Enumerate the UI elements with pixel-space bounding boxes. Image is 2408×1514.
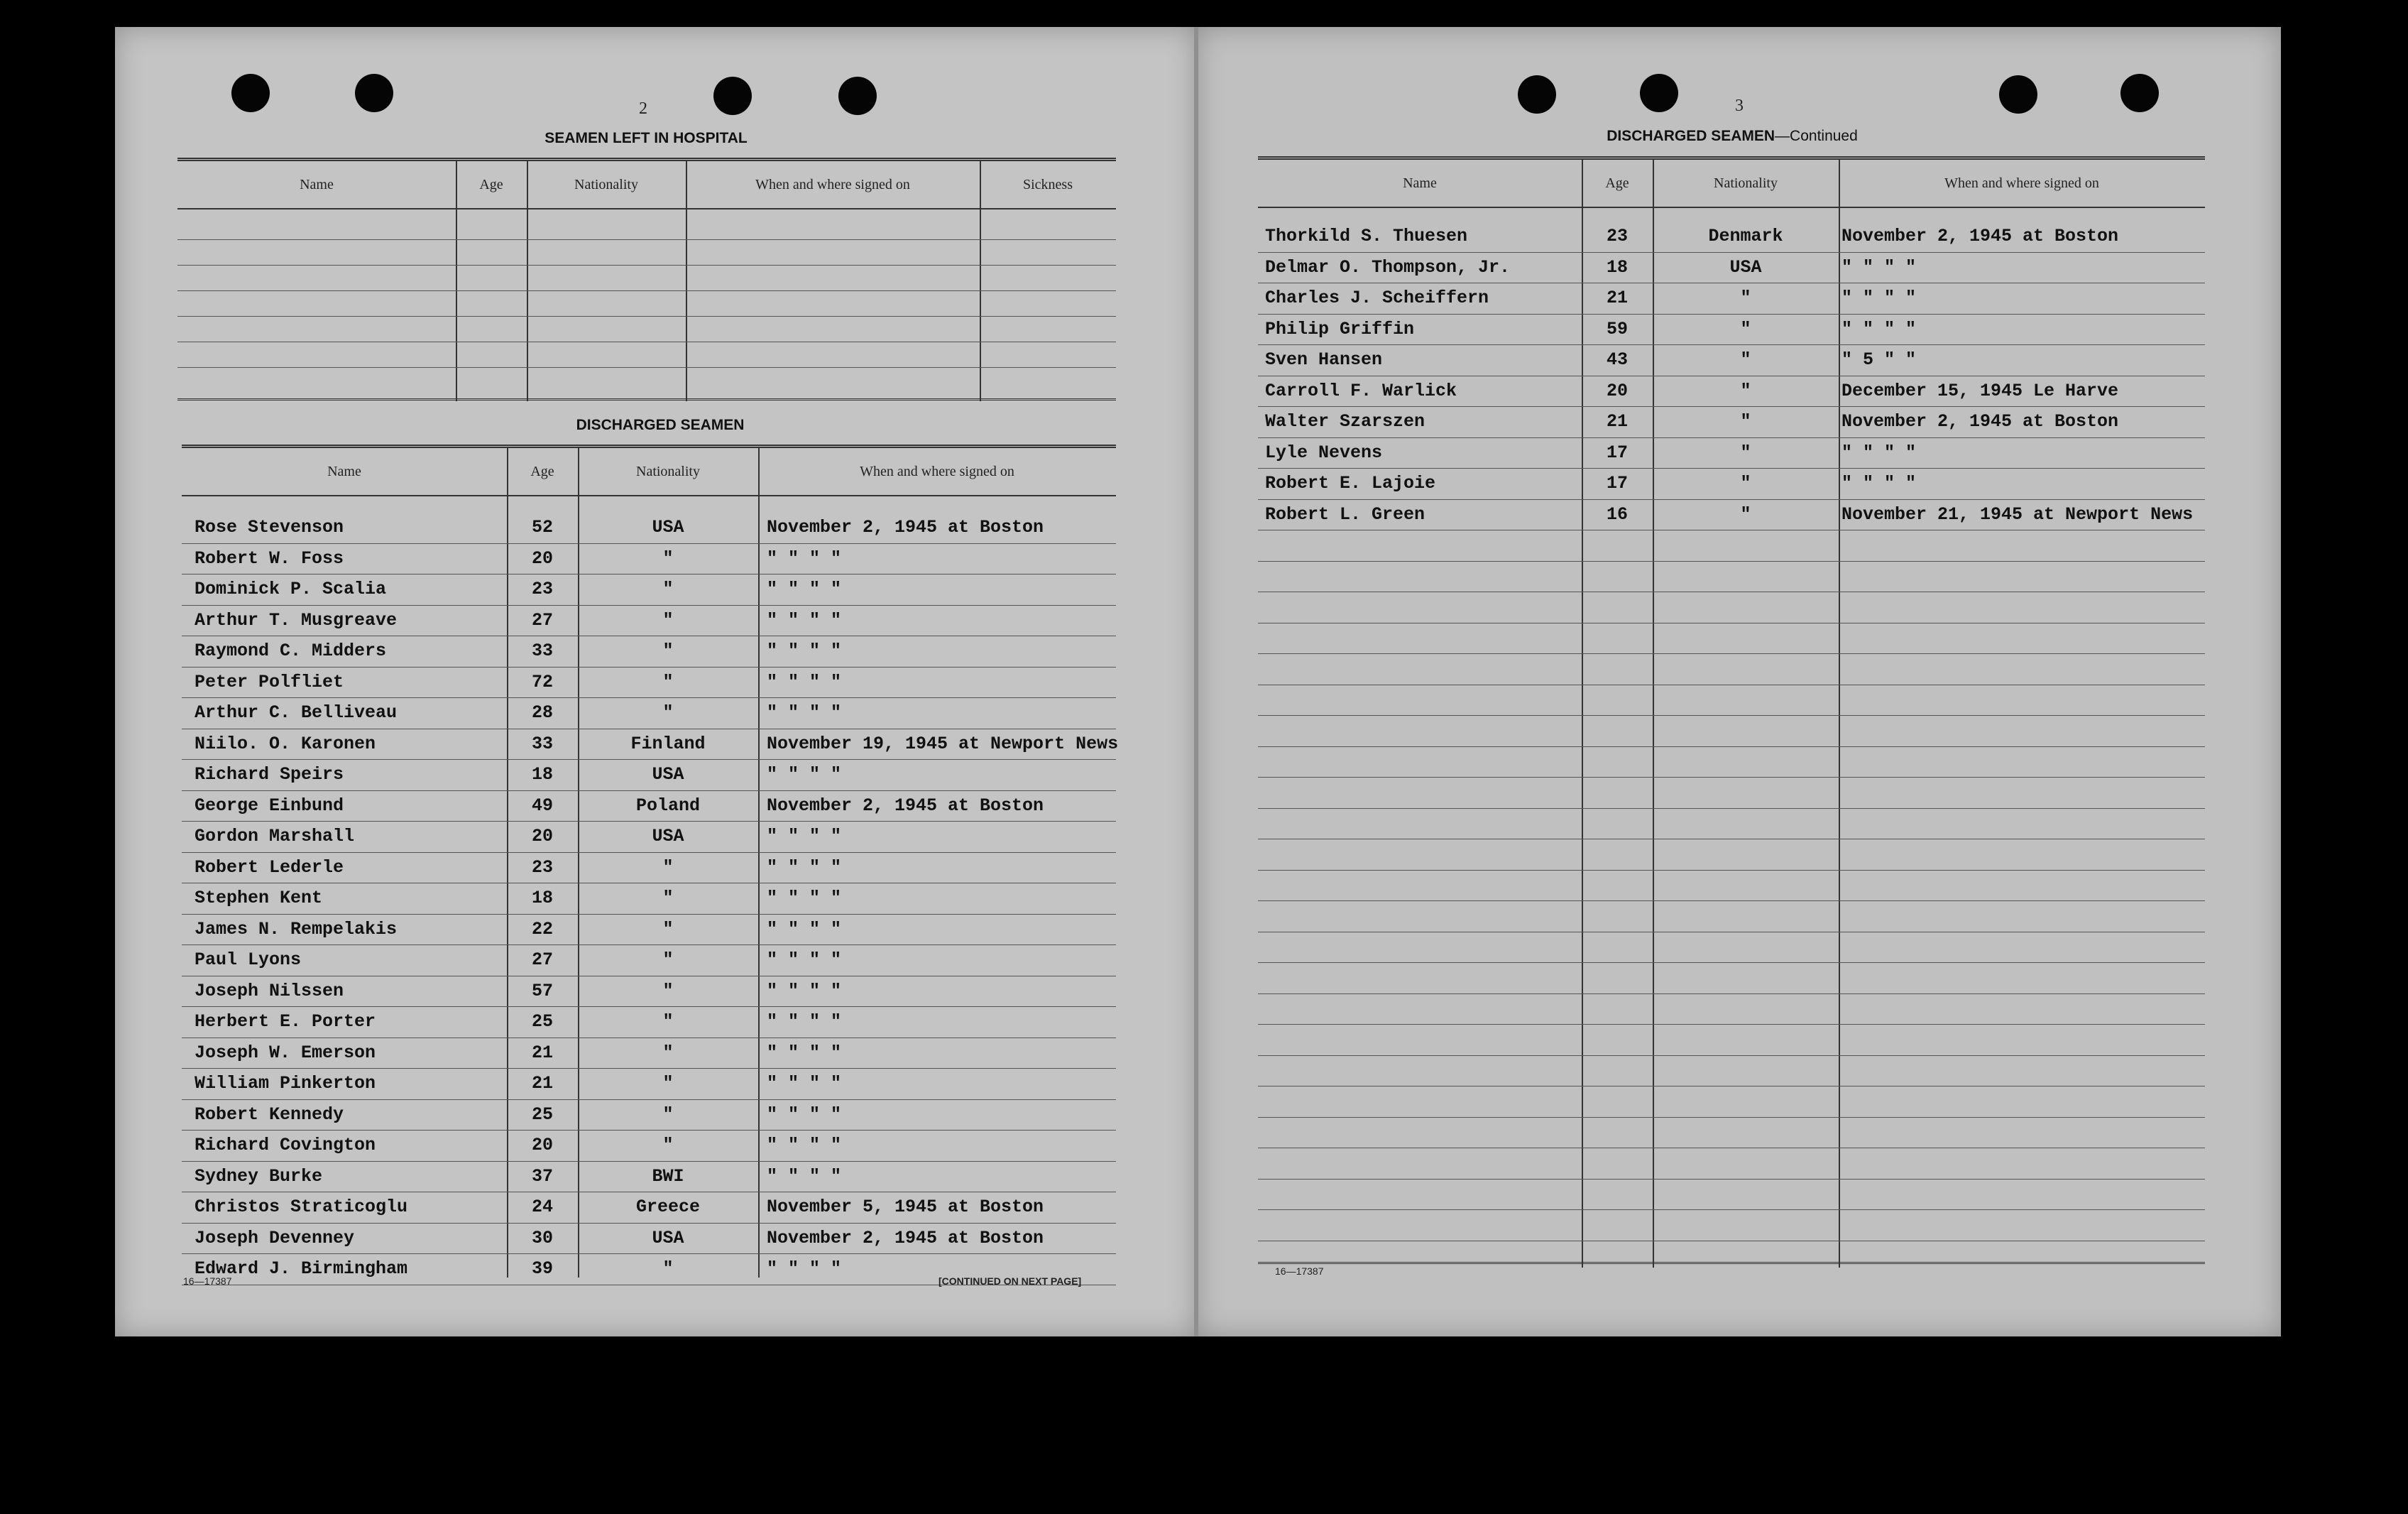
nationality-cell: " — [662, 888, 674, 909]
ruled-line — [182, 605, 1116, 606]
age-cell: 20 — [531, 826, 553, 847]
table-row — [182, 1161, 1116, 1192]
name-cell: Joseph Devenney — [195, 1227, 355, 1248]
continued-note: [CONTINUED ON NEXT PAGE] — [938, 1275, 1082, 1287]
signed-on-cell: " " " " — [1841, 256, 1917, 278]
ruled-line — [1258, 314, 2205, 315]
signed-on-cell: November 2, 1945 at Boston — [1841, 411, 2119, 432]
name-cell: Herbert E. Porter — [195, 1011, 376, 1033]
nationality-cell: " — [662, 609, 674, 631]
table-row — [182, 512, 1116, 543]
name-cell: Joseph Nilssen — [195, 980, 344, 1001]
table-row — [182, 759, 1116, 790]
name-cell: George Einbund — [195, 795, 344, 816]
discharged-continued-title — [1526, 128, 1938, 145]
nationality-cell: " — [662, 579, 674, 600]
signed-on-cell: " " " " — [767, 579, 842, 600]
col-header-signed-on: When and where signed on — [860, 463, 1014, 479]
signed-on-cell: " " " " — [1841, 318, 1917, 339]
nationality-cell: BWI — [652, 1165, 684, 1187]
age-cell: 27 — [531, 609, 553, 631]
col-header-age: Age — [530, 463, 554, 479]
signed-on-cell: " " " " — [767, 1135, 842, 1156]
signed-on-cell: " " " " — [767, 888, 842, 909]
nationality-cell: " — [662, 1011, 674, 1033]
name-cell: Arthur C. Belliveau — [195, 702, 398, 724]
age-cell: 20 — [531, 1135, 553, 1156]
age-cell: 33 — [531, 733, 553, 754]
age-cell: 21 — [1606, 411, 1628, 432]
signed-on-cell: " " " " — [767, 826, 842, 847]
signed-on-cell: " " " " — [767, 980, 842, 1001]
age-cell: 23 — [531, 856, 553, 878]
table-row — [182, 883, 1116, 914]
ruled-line — [182, 1223, 1116, 1224]
signed-on-cell: November 2, 1945 at Boston — [767, 795, 1044, 816]
nationality-cell: " — [662, 1073, 674, 1094]
ruled-line — [1258, 962, 2205, 963]
punch-hole — [1999, 75, 2037, 114]
signed-on-cell: " " " " — [767, 1042, 842, 1063]
ruled-line — [1258, 561, 2205, 562]
table-row — [1258, 376, 2205, 407]
name-cell: Edward J. Birmingham — [195, 1258, 408, 1280]
page-number: 2 — [639, 99, 647, 118]
name-cell: Robert Lederle — [195, 856, 344, 878]
page-gutter — [1194, 27, 1198, 1336]
punch-hole — [2120, 74, 2159, 112]
nationality-cell: USA — [652, 826, 684, 847]
signed-on-cell: " " " " — [767, 641, 842, 662]
table-row — [182, 852, 1116, 883]
table-row — [182, 1192, 1116, 1223]
age-cell: 18 — [531, 764, 553, 785]
table-row — [182, 697, 1116, 729]
age-cell: 30 — [531, 1227, 553, 1248]
signed-on-cell: " " " " — [1841, 442, 1917, 463]
signed-on-cell: November 2, 1945 at Boston — [767, 1227, 1044, 1248]
nationality-cell: Denmark — [1708, 226, 1783, 247]
ruled-line — [182, 1253, 1116, 1254]
nationality-cell: USA — [652, 517, 684, 538]
age-cell: 18 — [531, 888, 553, 909]
discharged-table — [182, 445, 1119, 1280]
nationality-cell: " — [662, 1258, 674, 1280]
col-header-age: Age — [1605, 175, 1629, 191]
nationality-cell: " — [662, 1104, 674, 1125]
table-row — [182, 667, 1116, 698]
table-row — [182, 729, 1119, 760]
nationality-cell: Finland — [630, 733, 706, 754]
name-cell: Richard Speirs — [195, 764, 344, 785]
ruled-line — [1258, 437, 2205, 438]
signed-on-cell: " " " " — [1841, 288, 1917, 309]
ruled-line — [1258, 406, 2205, 407]
name-cell: Sydney Burke — [195, 1165, 323, 1187]
title-continued: —Continued — [1775, 128, 1858, 144]
nationality-cell: " — [662, 702, 674, 724]
page-number: 3 — [1735, 97, 1744, 115]
nationality-cell: " — [1740, 473, 1751, 494]
name-cell: Lyle Nevens — [1265, 442, 1383, 463]
table-row — [182, 821, 1116, 852]
nationality-cell: " — [1740, 380, 1751, 401]
ruled-line — [182, 944, 1116, 945]
table-row — [1258, 499, 2205, 530]
age-cell: 59 — [1606, 318, 1628, 339]
form-number: 16—17387 — [1275, 1265, 1324, 1277]
table-row — [1258, 344, 2205, 376]
signed-on-cell: " " " " — [1841, 473, 1917, 494]
age-cell: 25 — [531, 1104, 553, 1125]
table-row — [182, 1038, 1116, 1069]
name-cell: William Pinkerton — [195, 1073, 376, 1094]
age-cell: 21 — [1606, 288, 1628, 309]
nationality-cell: " — [1740, 318, 1751, 339]
age-cell: 22 — [531, 918, 553, 940]
nationality-cell: " — [1740, 411, 1751, 432]
age-cell: 18 — [1606, 256, 1628, 278]
age-cell: 24 — [531, 1197, 553, 1218]
table-row — [182, 1099, 1116, 1131]
name-cell: Raymond C. Midders — [195, 641, 387, 662]
age-cell: 28 — [531, 702, 553, 724]
col-header-name: Name — [300, 176, 334, 192]
col-header-nationality: Nationality — [574, 176, 638, 192]
nationality-cell: " — [1740, 349, 1751, 371]
form-number: 16—17387 — [183, 1275, 232, 1287]
ruled-line — [182, 790, 1116, 791]
ruled-line — [1258, 1209, 2205, 1210]
ruled-line — [1258, 499, 2205, 500]
name-cell: Paul Lyons — [195, 949, 302, 971]
age-cell: 17 — [1606, 442, 1628, 463]
age-cell: 21 — [531, 1042, 553, 1063]
ruled-line — [182, 759, 1116, 760]
signed-on-cell: " " " " — [767, 1258, 842, 1280]
name-cell: Christos Straticoglu — [195, 1197, 408, 1218]
signed-on-cell: " " " " — [767, 702, 842, 724]
name-cell: Niilo. O. Karonen — [195, 733, 376, 754]
table-row — [182, 636, 1116, 667]
ruled-line — [1258, 252, 2205, 253]
table-row — [1258, 468, 2205, 499]
signed-on-cell: November 2, 1945 at Boston — [767, 517, 1044, 538]
nationality-cell: " — [662, 856, 674, 878]
nationality-cell: " — [662, 980, 674, 1001]
age-cell: 17 — [1606, 473, 1628, 494]
age-cell: 20 — [1606, 380, 1628, 401]
age-cell: 39 — [531, 1258, 553, 1280]
col-header-name: Name — [327, 463, 361, 479]
ruled-line — [182, 821, 1116, 822]
nationality-cell: USA — [652, 764, 684, 785]
age-cell: 21 — [531, 1073, 553, 1094]
age-cell: 43 — [1606, 349, 1628, 371]
name-cell: Thorkild S. Thuesen — [1265, 226, 1468, 247]
age-cell: 33 — [531, 641, 553, 662]
age-cell: 49 — [531, 795, 553, 816]
col-header-age: Age — [479, 176, 503, 192]
age-cell: 52 — [531, 517, 553, 538]
col-header-signed-on: When and where signed on — [755, 176, 910, 192]
signed-on-cell: " " " " — [767, 1011, 842, 1033]
col-header-signed-on: When and where signed on — [1944, 175, 2099, 191]
title-main: DISCHARGED SEAMEN — [1607, 128, 1775, 144]
age-cell: 72 — [531, 671, 553, 692]
name-cell: Robert E. Lajoie — [1265, 473, 1436, 494]
signed-on-cell: " " " " — [767, 1073, 842, 1094]
table-row — [182, 944, 1116, 976]
ruled-line — [1258, 344, 2205, 345]
table-row — [182, 1068, 1116, 1099]
col-header-nationality: Nationality — [636, 463, 700, 479]
age-cell: 37 — [531, 1165, 553, 1187]
nationality-cell: " — [662, 918, 674, 940]
col-header-name: Name — [1403, 175, 1437, 191]
name-cell: Charles J. Scheiffern — [1265, 288, 1489, 309]
name-cell: Delmar O. Thompson, Jr. — [1265, 256, 1511, 278]
nationality-cell: " — [1740, 288, 1751, 309]
name-cell: Rose Stevenson — [195, 517, 344, 538]
signed-on-cell: " 5 " " — [1841, 349, 1917, 371]
signed-on-cell: November 21, 1945 at Newport News — [1841, 503, 2194, 525]
age-cell: 27 — [531, 949, 553, 971]
signed-on-cell: " " " " — [767, 1104, 842, 1125]
nationality-cell: " — [1740, 442, 1751, 463]
ruled-line — [1258, 777, 2205, 778]
nationality-cell: USA — [652, 1227, 684, 1248]
table-row — [1258, 437, 2205, 469]
table-row — [182, 1130, 1116, 1161]
name-cell: Stephen Kent — [195, 888, 323, 909]
ruled-line — [182, 914, 1116, 915]
ruled-line — [1258, 993, 2205, 994]
hospital-section-title: SEAMEN LEFT IN HOSPITAL — [544, 130, 748, 146]
signed-on-cell: November 2, 1945 at Boston — [1841, 226, 2119, 247]
ruled-line — [1258, 653, 2205, 654]
table-row — [1258, 283, 2205, 314]
ruled-line — [1258, 746, 2205, 747]
col-header-sickness: Sickness — [1023, 176, 1073, 192]
ruled-line — [1258, 1086, 2205, 1087]
punch-hole — [231, 74, 270, 112]
ruled-line — [1258, 1179, 2205, 1180]
name-cell: James N. Rempelakis — [195, 918, 398, 940]
punch-hole — [838, 77, 877, 115]
name-cell: Arthur T. Musgreave — [195, 609, 398, 631]
punch-hole — [1518, 75, 1556, 114]
ruled-line — [1258, 715, 2205, 716]
punch-hole — [713, 77, 752, 115]
name-cell: Gordon Marshall — [195, 826, 355, 847]
nationality-cell: " — [662, 548, 674, 569]
ruled-line — [182, 1068, 1116, 1069]
hospital-table — [177, 158, 1116, 401]
table-row — [182, 574, 1116, 605]
table-row — [182, 790, 1116, 822]
nationality-cell: " — [1740, 503, 1751, 525]
ruled-line — [182, 1099, 1116, 1100]
age-cell: 23 — [1606, 226, 1628, 247]
ruled-line — [1258, 1024, 2205, 1025]
signed-on-cell: December 15, 1945 Le Harve — [1841, 380, 2119, 401]
nationality-cell: " — [662, 949, 674, 971]
signed-on-cell: " " " " — [767, 548, 842, 569]
age-cell: 57 — [531, 980, 553, 1001]
nationality-cell: Poland — [635, 795, 700, 816]
age-cell: 25 — [531, 1011, 553, 1033]
punch-hole — [355, 74, 393, 112]
name-cell: Robert L. Green — [1265, 503, 1425, 525]
table-row — [1258, 314, 2205, 345]
signed-on-cell: " " " " — [767, 671, 842, 692]
ruled-line — [182, 1006, 1116, 1007]
name-cell: Robert W. Foss — [195, 548, 344, 569]
discharged-section-title: DISCHARGED SEAMEN — [576, 417, 745, 433]
table-row — [182, 543, 1116, 574]
name-cell: Peter Polfliet — [195, 671, 344, 692]
name-cell: Joseph W. Emerson — [195, 1042, 376, 1063]
ruled-line — [1258, 900, 2205, 901]
table-row — [1258, 252, 2205, 283]
signed-on-cell: " " " " — [767, 949, 842, 971]
signed-on-cell: " " " " — [767, 918, 842, 940]
signed-on-cell: " " " " — [767, 609, 842, 631]
signed-on-cell: " " " " — [767, 1165, 842, 1187]
table-row — [182, 976, 1116, 1007]
nationality-cell: " — [662, 641, 674, 662]
table-row — [1258, 221, 2205, 252]
ruled-line — [1258, 808, 2205, 809]
age-cell: 23 — [531, 579, 553, 600]
name-cell: Richard Covington — [195, 1135, 376, 1156]
name-cell: Robert Kennedy — [195, 1104, 344, 1125]
ruled-line — [182, 1161, 1116, 1162]
name-cell: Walter Szarszen — [1265, 411, 1425, 432]
signed-on-cell: " " " " — [767, 856, 842, 878]
ruled-line — [1258, 468, 2205, 469]
ruled-line — [182, 667, 1116, 668]
table-row — [182, 1223, 1116, 1254]
punch-hole — [1640, 74, 1678, 112]
signed-on-cell: " " " " — [767, 764, 842, 785]
age-cell: 16 — [1606, 503, 1628, 525]
name-cell: Dominick P. Scalia — [195, 579, 387, 600]
nationality-cell: Greece — [635, 1197, 700, 1218]
ruled-line — [182, 697, 1116, 698]
ruled-line — [182, 852, 1116, 853]
ruled-line — [1258, 870, 2205, 871]
name-cell: Philip Griffin — [1265, 318, 1415, 339]
ruled-line — [182, 543, 1116, 544]
table-row — [182, 605, 1116, 636]
signed-on-cell: November 5, 1945 at Boston — [767, 1197, 1044, 1218]
ruled-line — [182, 1130, 1116, 1131]
table-row — [182, 1006, 1116, 1038]
age-cell: 20 — [531, 548, 553, 569]
name-cell: Sven Hansen — [1265, 349, 1383, 371]
name-cell: Carroll F. Warlick — [1265, 380, 1457, 401]
ruled-line — [1258, 1055, 2205, 1056]
nationality-cell: " — [662, 671, 674, 692]
ruled-line — [1258, 1117, 2205, 1118]
col-header-nationality: Nationality — [1714, 175, 1778, 191]
signed-on-cell: November 19, 1945 at Newport News — [767, 733, 1119, 754]
table-row — [182, 914, 1116, 945]
table-row — [1258, 406, 2205, 437]
nationality-cell: " — [662, 1042, 674, 1063]
nationality-cell: " — [662, 1135, 674, 1156]
discharged-continued-table — [1258, 156, 2205, 1268]
nationality-cell: USA — [1729, 256, 1762, 278]
